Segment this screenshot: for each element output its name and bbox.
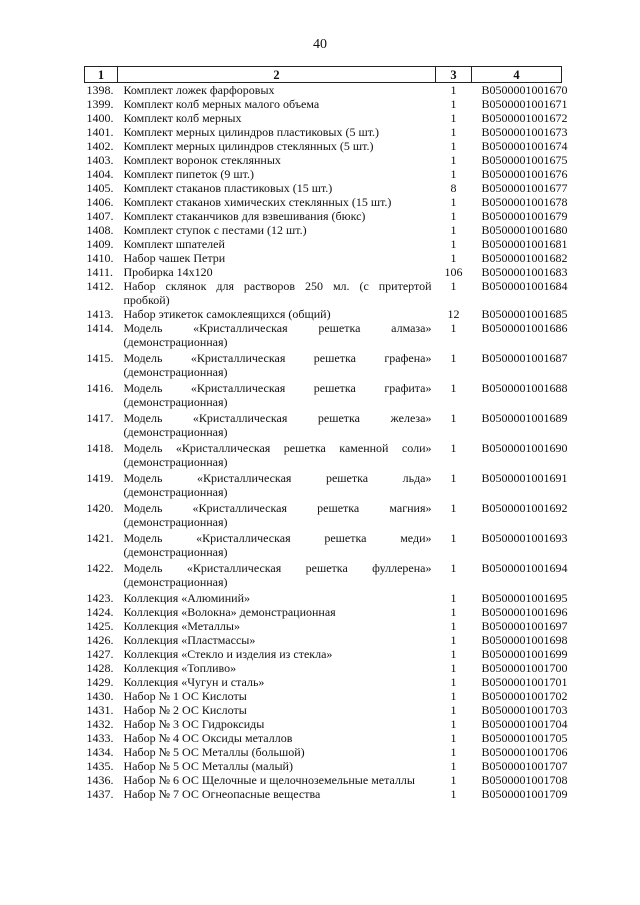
item-quantity: 1 [450, 605, 457, 619]
item-code: В0500001001681 [481, 237, 568, 251]
item-quantity: 1 [450, 731, 457, 745]
item-name: Комплект мерных цилиндров пластиковых (5 шт.) [123, 125, 380, 139]
table-row [85, 605, 562, 619]
item-quantity: 1 [450, 745, 457, 759]
row-number: 1410. [86, 251, 114, 265]
item-code: В0500001001682 [481, 251, 568, 265]
item-name: Коллекция «Алюминий» [123, 591, 250, 605]
table-row [85, 139, 562, 153]
table-row [85, 619, 562, 633]
item-quantity: 1 [450, 773, 457, 787]
item-quantity: 1 [450, 787, 457, 801]
table-row [85, 97, 562, 111]
item-name: Коллекция «Металлы» [123, 619, 240, 633]
table-row [85, 759, 562, 773]
item-code: В0500001001692 [481, 501, 568, 515]
table-row [85, 787, 562, 801]
row-number: 1398. [86, 83, 114, 97]
item-code: В0500001001677 [481, 181, 568, 195]
item-quantity: 1 [450, 209, 457, 223]
table-row [85, 111, 562, 125]
row-number: 1417. [86, 411, 114, 425]
item-code: В0500001001708 [481, 773, 568, 787]
item-quantity: 1 [450, 633, 457, 647]
item-code: В0500001001706 [481, 745, 568, 759]
row-number: 1409. [86, 237, 114, 251]
row-number: 1434. [86, 745, 114, 759]
table-row [85, 471, 562, 501]
table-row [85, 307, 562, 321]
item-name: Модель «Кристаллическая решетка меди» (демонстрационная) [123, 531, 432, 559]
item-name: Коллекция «Волокна» демонстрационная [123, 605, 336, 619]
item-quantity: 1 [450, 251, 457, 265]
item-quantity: 1 [450, 661, 457, 675]
row-number: 1399. [86, 97, 114, 111]
row-number: 1433. [86, 731, 114, 745]
table-row [85, 251, 562, 265]
item-quantity: 1 [450, 591, 457, 605]
item-name: Набор № 5 ОС Металлы (большой) [123, 745, 305, 759]
item-code: В0500001001690 [481, 441, 568, 455]
item-name: Комплект стаканов химических стеклянных (15 шт.) [123, 195, 392, 209]
table-row [85, 531, 562, 561]
table-row [85, 689, 562, 703]
item-code: В0500001001675 [481, 153, 568, 167]
item-quantity: 1 [450, 647, 457, 661]
item-quantity: 1 [450, 153, 457, 167]
item-code: В0500001001676 [481, 167, 568, 181]
item-name: Модель «Кристаллическая решетка алмаза» (демонстрационная) [123, 321, 432, 349]
row-number: 1431. [86, 703, 114, 717]
item-quantity: 1 [450, 195, 457, 209]
table-row [85, 351, 562, 381]
item-code: В0500001001683 [481, 265, 568, 279]
item-name: Набор № 6 ОС Щелочные и щелочноземельные металлы [123, 773, 415, 787]
table-row [85, 731, 562, 745]
table-row [85, 441, 562, 471]
table-row [85, 561, 562, 591]
item-code: В0500001001671 [481, 97, 568, 111]
row-number: 1418. [86, 441, 114, 455]
table-row [85, 83, 562, 98]
item-quantity: 12 [447, 307, 460, 321]
item-quantity: 1 [450, 717, 457, 731]
item-code: В0500001001679 [481, 209, 568, 223]
item-code: В0500001001688 [481, 381, 568, 395]
item-quantity: 1 [450, 139, 457, 153]
item-quantity: 1 [450, 97, 457, 111]
table-row [85, 773, 562, 787]
row-number: 1405. [86, 181, 114, 195]
table-row [85, 647, 562, 661]
item-name: Набор № 4 ОС Оксиды металлов [123, 731, 293, 745]
item-name: Набор склянок для растворов 250 мл. (с притертой пробкой) [123, 279, 432, 307]
header-col-3: 3 [436, 67, 472, 83]
item-quantity: 1 [450, 619, 457, 633]
table-row [85, 703, 562, 717]
item-code: В0500001001672 [481, 111, 568, 125]
item-name: Комплект стаканчиков для взвешивания (бюкс) [123, 209, 366, 223]
item-name: Модель «Кристаллическая решетка льда» (демонстрационная) [123, 471, 432, 499]
item-name: Набор № 7 ОС Огнеопасные вещества [123, 787, 321, 801]
row-number: 1419. [86, 471, 114, 485]
item-code: В0500001001704 [481, 717, 568, 731]
item-name: Комплект мерных цилиндров стеклянных (5 шт.) [123, 139, 374, 153]
row-number: 1406. [86, 195, 114, 209]
table-row [85, 411, 562, 441]
row-number: 1423. [86, 591, 114, 605]
item-code: В0500001001685 [481, 307, 568, 321]
table-header-row [85, 67, 562, 83]
item-name: Модель «Кристаллическая решетка фуллерена» (демонстрационная) [123, 561, 432, 589]
item-name: Набор этикеток самоклеящихся (общий) [123, 307, 331, 321]
row-number: 1435. [86, 759, 114, 773]
item-code: В0500001001678 [481, 195, 568, 209]
item-name: Набор чашек Петри [123, 251, 226, 265]
item-name: Комплект воронок стеклянных [123, 153, 281, 167]
item-name: Коллекция «Чугун и сталь» [123, 675, 265, 689]
item-code: В0500001001701 [481, 675, 568, 689]
item-code: В0500001001674 [481, 139, 568, 153]
item-quantity: 1 [450, 501, 457, 515]
table-row [85, 591, 562, 605]
row-number: 1407. [86, 209, 114, 223]
row-number: 1425. [86, 619, 114, 633]
item-code: В0500001001696 [481, 605, 568, 619]
item-quantity: 8 [450, 181, 457, 195]
header-col-2: 2 [118, 67, 436, 83]
item-quantity: 1 [450, 441, 457, 455]
table-row [85, 153, 562, 167]
item-name: Модель «Кристаллическая решетка магния» (демонстрационная) [123, 501, 432, 529]
item-quantity: 1 [450, 703, 457, 717]
row-number: 1432. [86, 717, 114, 731]
table-row [85, 661, 562, 675]
item-name: Комплект ступок с пестами (12 шт.) [123, 223, 307, 237]
item-code: В0500001001709 [481, 787, 568, 801]
item-code: В0500001001691 [481, 471, 568, 485]
table-row [85, 167, 562, 181]
item-code: В0500001001680 [481, 223, 568, 237]
item-name: Комплект колб мерных [123, 111, 242, 125]
item-name: Набор № 5 ОС Металлы (малый) [123, 759, 293, 773]
item-quantity: 1 [450, 411, 457, 425]
item-quantity: 1 [450, 279, 457, 293]
item-quantity: 1 [450, 675, 457, 689]
table-row [85, 745, 562, 759]
item-name: Модель «Кристаллическая решетка графита» (демонстрационная) [123, 381, 432, 409]
table-row [85, 209, 562, 223]
item-code: В0500001001695 [481, 591, 568, 605]
item-name: Коллекция «Топливо» [123, 661, 237, 675]
row-number: 1426. [86, 633, 114, 647]
item-code: В0500001001689 [481, 411, 568, 425]
item-name: Комплект стаканов пластиковых (15 шт.) [123, 181, 333, 195]
item-quantity: 1 [450, 381, 457, 395]
item-code: В0500001001694 [481, 561, 568, 575]
table-row [85, 125, 562, 139]
item-quantity: 1 [450, 759, 457, 773]
item-name: Пробирка 14х120 [123, 265, 213, 279]
row-number: 1414. [86, 321, 114, 335]
row-number: 1403. [86, 153, 114, 167]
item-name: Модель «Кристаллическая решетка графена» (демонстрационная) [123, 351, 432, 379]
row-number: 1422. [86, 561, 114, 575]
table-row [85, 195, 562, 209]
item-quantity: 1 [450, 223, 457, 237]
item-quantity: 1 [450, 111, 457, 125]
item-code: В0500001001684 [481, 279, 568, 293]
table-row [85, 501, 562, 531]
row-number: 1415. [86, 351, 114, 365]
table-row [85, 237, 562, 251]
item-code: В0500001001698 [481, 633, 568, 647]
item-code: В0500001001673 [481, 125, 568, 139]
row-number: 1429. [86, 675, 114, 689]
table-row [85, 717, 562, 731]
item-code: В0500001001699 [481, 647, 568, 661]
item-name: Модель «Кристаллическая решетка каменной соли» (демонстрационная) [123, 441, 432, 469]
row-number: 1411. [86, 265, 114, 279]
row-number: 1416. [86, 381, 114, 395]
item-code: В0500001001703 [481, 703, 568, 717]
item-code: В0500001001686 [481, 321, 568, 335]
row-number: 1436. [86, 773, 114, 787]
item-name: Коллекция «Стекло и изделия из стекла» [123, 647, 333, 661]
item-quantity: 1 [450, 83, 457, 97]
table-row [85, 265, 562, 279]
table-row [85, 279, 562, 307]
item-name: Набор № 2 ОС Кислоты [123, 703, 247, 717]
row-number: 1408. [86, 223, 114, 237]
item-quantity: 1 [450, 561, 457, 575]
row-number: 1427. [86, 647, 114, 661]
table-row [85, 321, 562, 351]
item-quantity: 106 [444, 265, 463, 279]
item-code: В0500001001693 [481, 531, 568, 545]
row-number: 1412. [86, 279, 114, 293]
header-col-1: 1 [85, 67, 118, 83]
item-quantity: 1 [450, 351, 457, 365]
item-code: В0500001001705 [481, 731, 568, 745]
page-number: 40 [313, 37, 327, 52]
row-number: 1400. [86, 111, 114, 125]
item-quantity: 1 [450, 237, 457, 251]
item-name: Набор № 3 ОС Гидроксиды [123, 717, 265, 731]
equipment-table [84, 66, 568, 801]
item-name: Коллекция «Пластмассы» [123, 633, 256, 647]
item-name: Комплект пипеток (9 шт.) [123, 167, 255, 181]
item-code: В0500001001670 [481, 83, 568, 97]
row-number: 1428. [86, 661, 114, 675]
item-code: В0500001001702 [481, 689, 568, 703]
table-row [85, 181, 562, 195]
row-number: 1401. [86, 125, 114, 139]
row-number: 1421. [86, 531, 114, 545]
table-row [85, 633, 562, 647]
item-code: В0500001001707 [481, 759, 568, 773]
item-quantity: 1 [450, 531, 457, 545]
row-number: 1404. [86, 167, 114, 181]
table-row [85, 675, 562, 689]
table-row [85, 223, 562, 237]
row-number: 1413. [86, 307, 114, 321]
item-quantity: 1 [450, 689, 457, 703]
item-name: Комплект ложек фарфоровых [123, 83, 275, 97]
item-code: В0500001001687 [481, 351, 568, 365]
item-code: В0500001001697 [481, 619, 568, 633]
item-quantity: 1 [450, 167, 457, 181]
row-number: 1437. [86, 787, 114, 801]
item-quantity: 1 [450, 321, 457, 335]
header-col-4: 4 [472, 67, 562, 83]
item-quantity: 1 [450, 471, 457, 485]
item-name: Комплект шпателей [123, 237, 225, 251]
row-number: 1424. [86, 605, 114, 619]
item-name: Модель «Кристаллическая решетка железа» (демонстрационная) [123, 411, 432, 439]
item-code: В0500001001700 [481, 661, 568, 675]
row-number: 1402. [86, 139, 114, 153]
row-number: 1430. [86, 689, 114, 703]
table-row [85, 381, 562, 411]
row-number: 1420. [86, 501, 114, 515]
item-name: Комплект колб мерных малого объема [123, 97, 320, 111]
item-quantity: 1 [450, 125, 457, 139]
item-name: Набор № 1 ОС Кислоты [123, 689, 247, 703]
